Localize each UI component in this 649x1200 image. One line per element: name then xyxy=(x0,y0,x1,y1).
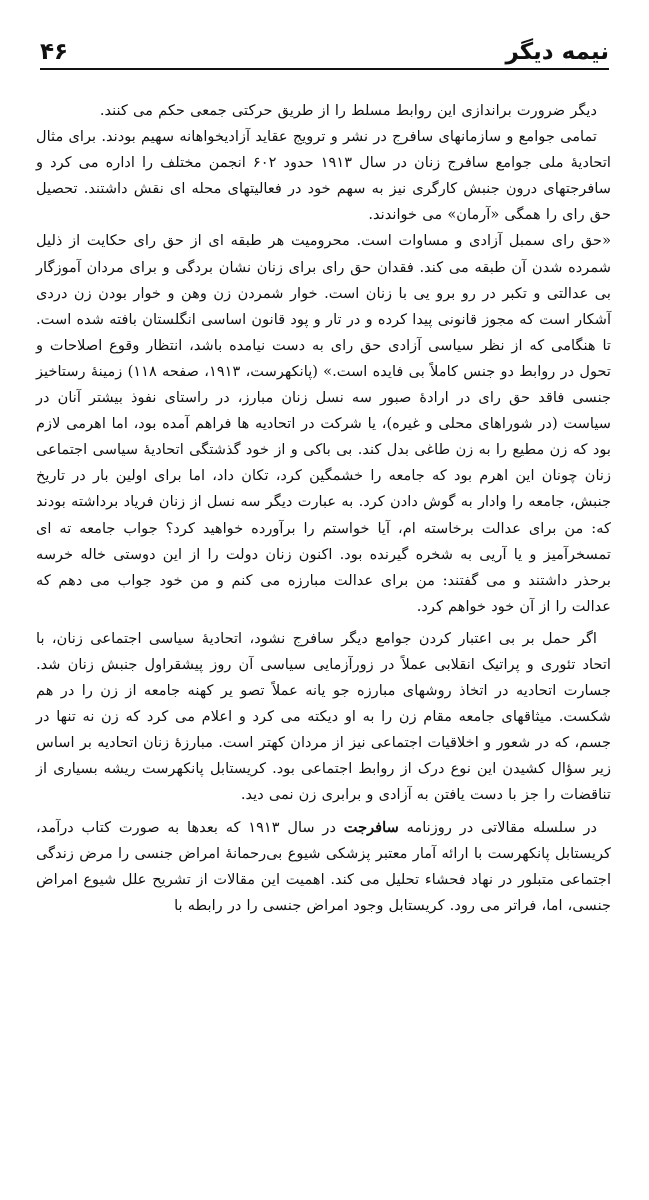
paragraph: اگر حمل بر بی اعتبار کردن جوامع دیگر سافرج نشود، اتحادیهٔ سیاسی اجتماعی زنان، با اتحاد تئوری و پراتیک انقلابی عملاً در زورآزمایی سیاسی آن روز پیشقراول جنبش زنان شد. جسارت اتحادیه در اتخاذ روشهای مبارزه جو یانه عملاً تصو یر کهنه جامعه از زن را در هم شکست. میثاقهای جامعه مقام زن را به او دیکته می کرد و اعلام می کرد که زن نه تنها در جسم، که در شعور و اخلاقیات اجتماعی نیز از مردان کهتر است. مبارزهٔ زنان اتحادیه بر اساس زیر سؤال کشیدن این نوع درک از روابط اجتماعی بود. کریستابل پانکهرست ریشه بسیاری از تناقضات را جز با دست یافتن به آزادی و برابری زن نمی دید. xyxy=(36,629,611,804)
paragraph-text: در سال ۱۹۱۳ که بعدها به صورت کتاب درآمد، کریستابل پانکهرست با ارائه آمار معتبر پزشکی شیوع بی‌رحمانهٔ امراض جنسی را مرض زندگی اجتماعی متبلور در نهاد فحشاء تحلیل می کند. اهمیت این مقالات از تشریح علل شیوع امراض جنسی، اما، فراتر می رود. کریستابل وجود امراض جنسی را در رابطه با xyxy=(36,818,611,914)
page-number: ۴۶ xyxy=(40,39,69,65)
paragraph-quote: «حق رای سمبل آزادی و مساوات است. محرومیت هر طبقه ای از حق رای حکایت از ذلیل شمرده شدن آن طبقه می کند. فقدان حق رای برای زنان نشان بردگی و برای مردان آموزگار بی عدالتی و تکبر در رو برو یی با زنان است. خوار شمردن زن وهن و خوار بودن زن دردی آشکار است که مجوز قانونی پیدا کرده و در تار و پود قانون اساسی انگلستان بافته شده است. تا هنگامی که از نظر سیاسی آزادی حق رای به دست نیامده باشد، انتظار وقوع اصلاحات و تحول در روابط دو جنس کاملاً بی فایده است.» (پانکهرست، ۱۹۱۳، صفحه ۱۱۸) زمینهٔ رستاخیز جنسی فاقد حق رای در ارادهٔ صبور سه نسل زنان مبارز، در راستای نفوذ بیشتر آنان در سیاست (در شوراهای محلی و غیره)، یا شرکت در اتحادیه ها فراهم آمده بود، اما اهرمی لازم بود که زن مطیع را به زن طاغی بدل کند. بی باکی و از خود گذشتگی اتحادیهٔ سیاسی اجتماعی زنان چونان این اهرم بود که جامعه را خشمگین کرد، تکان داد، اما برای اولین بار در تاریخ جنبش، جامعه را وادار به گوش دادن کرد. به عبارت دیگر سه نسل از زنان فریاد برداشته بودند که: من برای عدالت برخاسته ام، آیا خواستم را برآورده خواهید کرد؟ جواب جامعه ته ای تمسخرآمیز و یا آریی به شخره گیرنده بود. اکنون زنان دولت را از این دوستی خاله خرسه برحذر داشتند و می گفتند: من برای عدالت مبارزه می کنم و من خود جواب می دهم که عدالت را از آن خود خواهم کرد. xyxy=(36,232,611,615)
paragraph: دیگر ضرورت براندازی این روابط مسلط را از طریق حرکتی جمعی حکم می کنند. xyxy=(99,102,597,119)
book-title: نیمه دیگر xyxy=(505,39,609,65)
newspaper-name: سافرجت xyxy=(343,818,399,836)
paragraph: تمامی جوامع و سازمانهای سافرج در نشر و ترویج عقاید آزادیخواهانه سهیم بودند. برای مثال اتحادیهٔ ملی جوامع سافرج زنان در سال ۱۹۱۳ حدود ۶۰۲ انجمن مختلف را اداره می کرد و سافرجتهای درون جنبش کارگری نیز به سهم خود در فعالیتهای محله ای نقش داشتند. تحصیل حق رای را همگی «آرمان» می خواندند. xyxy=(36,128,611,224)
body-text xyxy=(36,98,611,919)
paragraph-text: در سلسله مقالاتی در روزنامه xyxy=(398,818,597,836)
running-header xyxy=(40,30,609,70)
paragraph xyxy=(36,815,611,919)
